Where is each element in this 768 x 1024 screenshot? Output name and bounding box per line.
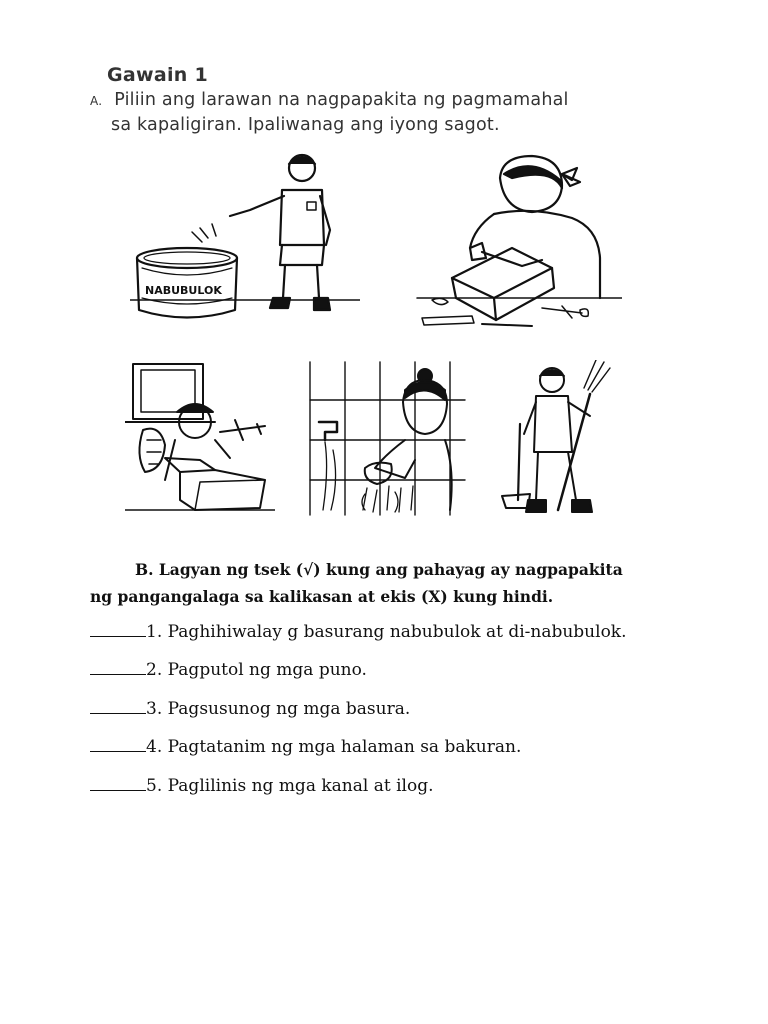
girl-washing-hands-illustration bbox=[305, 360, 470, 520]
boy-with-toys-illustration bbox=[125, 360, 275, 520]
instruction-b bbox=[90, 556, 690, 610]
list-item bbox=[90, 699, 410, 719]
answer-blank[interactable] bbox=[90, 776, 146, 791]
girl-making-box-illustration bbox=[412, 148, 622, 333]
item-text: 5. Paglilinis ng mga kanal at ilog. bbox=[146, 776, 434, 796]
instruction-b-line1 bbox=[90, 556, 690, 583]
answer-blank[interactable] bbox=[90, 660, 146, 675]
instruction-a-line1 bbox=[90, 90, 569, 110]
list-item bbox=[90, 660, 367, 680]
heading: Gawain 1 bbox=[107, 64, 209, 86]
instruction-b-line1-text: B. Lagyan ng tsek (√) kung ang pahayag ay nagpapakita bbox=[135, 560, 623, 579]
item-text: 1. Paghihiwalay g basurang nabubulok at di-nabubulok. bbox=[146, 622, 627, 642]
list-item bbox=[90, 737, 521, 757]
list-item bbox=[90, 776, 433, 796]
answer-blank[interactable] bbox=[90, 737, 146, 752]
item-text: 3. Pagsusunog ng mga basura. bbox=[146, 699, 411, 719]
child-sweeping-illustration bbox=[496, 360, 616, 525]
answer-blank[interactable] bbox=[90, 699, 146, 714]
instruction-a-text: Piliin ang larawan na nagpapakita ng pagmamahal bbox=[114, 90, 569, 110]
boy-throwing-trash-illustration bbox=[130, 150, 360, 330]
item-text: 4. Pagtatanim ng mga halaman sa bakuran. bbox=[146, 737, 522, 757]
part-a-marker: A. bbox=[90, 94, 103, 108]
bin-label: NABUBULOK bbox=[145, 284, 222, 297]
item-text: 2. Pagputol ng mga puno. bbox=[146, 660, 367, 680]
instruction-a-line2: sa kapaligiran. Ipaliwanag ang iyong sagot. bbox=[111, 115, 500, 135]
instruction-b-line2: ng pangangalaga sa kalikasan at ekis (X) kung hindi. bbox=[90, 587, 554, 606]
answer-blank[interactable] bbox=[90, 622, 146, 637]
list-item bbox=[90, 622, 627, 642]
